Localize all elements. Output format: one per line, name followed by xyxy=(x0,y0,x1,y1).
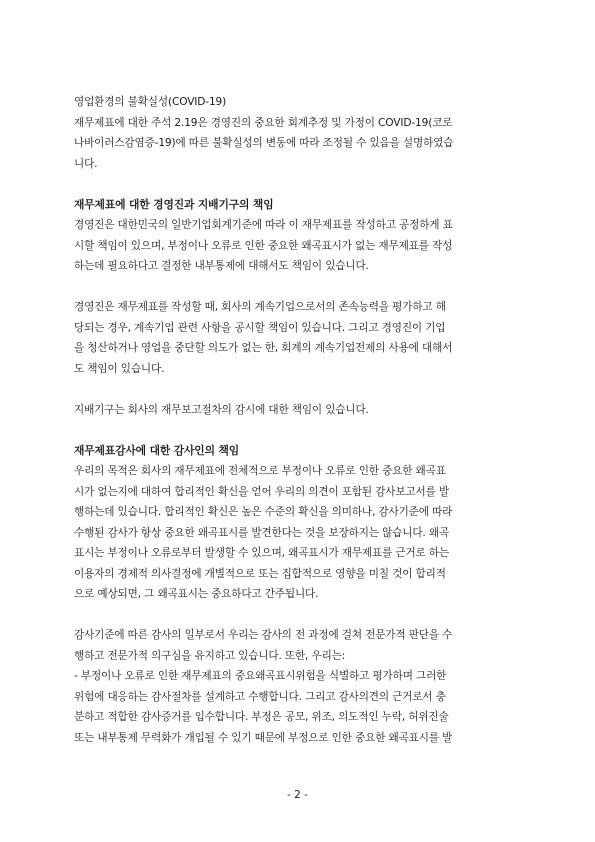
text-line: 분하고 적합한 감사증거를 입수합니다. 부정은 공모, 위조, 의도적인 누락, 허위진술 xyxy=(74,711,449,723)
paragraph-governance xyxy=(74,400,536,421)
text-line: 또는 내부통제 무력화가 개입될 수 있기 때문에 부정으로 인한 중요한 왜곡표시를 발 xyxy=(74,731,453,744)
text-line: 이용자의 경제적 의사결정에 개별적으로 또는 집합적으로 영향을 미칠 것이 합리적 xyxy=(74,567,446,580)
spacer xyxy=(74,605,536,626)
text-line: 재무제표에 대한 주석 2.19은 경영진의 중요한 회계추정 및 가정이 COVID-19(코로 xyxy=(74,116,453,129)
text-line: 위험에 대응하는 감사절차를 설계하고 수행합니다. 그리고 감사의견의 근거로서 충 xyxy=(74,690,446,703)
text-line: 니다. xyxy=(74,157,98,170)
text-line: 우리의 목적은 회사의 재무제표에 전체적으로 부정이나 오류로 인한 중요한 왜곡표 xyxy=(74,465,446,477)
text-line: 경영진은 대한민국의 일반기업회계기준에 따라 이 재무제표를 작성하고 공정하게 표 xyxy=(74,219,453,231)
text-line: 시가 없는지에 대하여 합리적인 확신을 얻어 우리의 의견이 포함된 감사보고서를 발 xyxy=(74,485,450,498)
text-line: 경영진은 재무제표를 작성할 때, 회사의 계속기업으로서의 존속능력을 평가하고 해 xyxy=(74,301,446,313)
spacer xyxy=(74,174,536,195)
text-line: 표시는 부정이나 오류로부터 발생할 수 있으며, 왜곡표시가 재무제표를 근거로 하는 xyxy=(74,547,450,559)
paragraph-covid xyxy=(74,92,536,174)
text-line: 도 책임이 있습니다. xyxy=(74,362,165,375)
paragraph-going-concern xyxy=(74,297,536,379)
text-line: 하는데 필요하다고 결정한 내부통제에 대해서도 책임이 있습니다. xyxy=(74,260,369,272)
text-line: 영업환경의 불확실성(COVID-19) xyxy=(74,96,227,108)
text-line: 당되는 경우, 계속기업 관련 사항을 공시할 책임이 있습니다. 그리고 경영진이 기업 xyxy=(74,321,446,334)
section-heading: 재무제표에 대한 경영진과 지배기구의 책임 xyxy=(74,197,274,211)
text-line: 시할 책임이 있으며, 부정이나 오류로 인한 중요한 왜곡표시가 없는 재무제표를 작성 xyxy=(74,239,453,252)
text-line: 행하고 전문가적 의구심을 유지하고 있습니다. 또한, 우리는: xyxy=(74,649,346,662)
document-body xyxy=(74,92,536,748)
text-line: 수행된 감사가 항상 중요한 왜곡표시를 발견한다는 것을 보장하지는 않습니다. 왜곡 xyxy=(74,526,450,539)
page-number: - 2 - xyxy=(287,789,308,801)
text-line: 감사기준에 따른 감사의 일부로서 우리는 감사의 전 과정에 걸쳐 전문가적 판단을 수 xyxy=(74,629,453,641)
text-line: 행하는데 있습니다. 합리적인 확신은 높은 수준의 확신을 의미하나, 감사기준에 따라 xyxy=(74,506,453,518)
spacer xyxy=(74,379,536,400)
text-line: 지배기구는 회사의 재무보고절차의 감시에 대한 책임이 있습니다. xyxy=(74,403,369,416)
spacer xyxy=(74,277,536,298)
list-item-line: - 부정이나 오류로 인한 재무제표의 중요왜곡표시위험을 식별하고 평가하며 그러한 xyxy=(74,670,447,682)
text-line: 으로 예상되면, 그 왜곡표시는 중요하다고 간주됩니다. xyxy=(74,588,319,600)
text-line: 을 청산하거나 영업을 중단할 의도가 없는 한, 회계의 계속기업전제의 사용에 대해서 xyxy=(74,342,453,354)
section-management-responsibility xyxy=(74,195,536,277)
text-line: 나바이러스감염증-19)에 따른 불확실성의 변동에 따라 조정될 수 있음을 설명하였습 xyxy=(74,137,454,149)
section-auditor-responsibility xyxy=(74,441,536,605)
section-heading: 재무제표감사에 대한 감사인의 책임 xyxy=(74,443,240,457)
spacer xyxy=(74,420,536,441)
paragraph-audit-procedures xyxy=(74,625,536,748)
